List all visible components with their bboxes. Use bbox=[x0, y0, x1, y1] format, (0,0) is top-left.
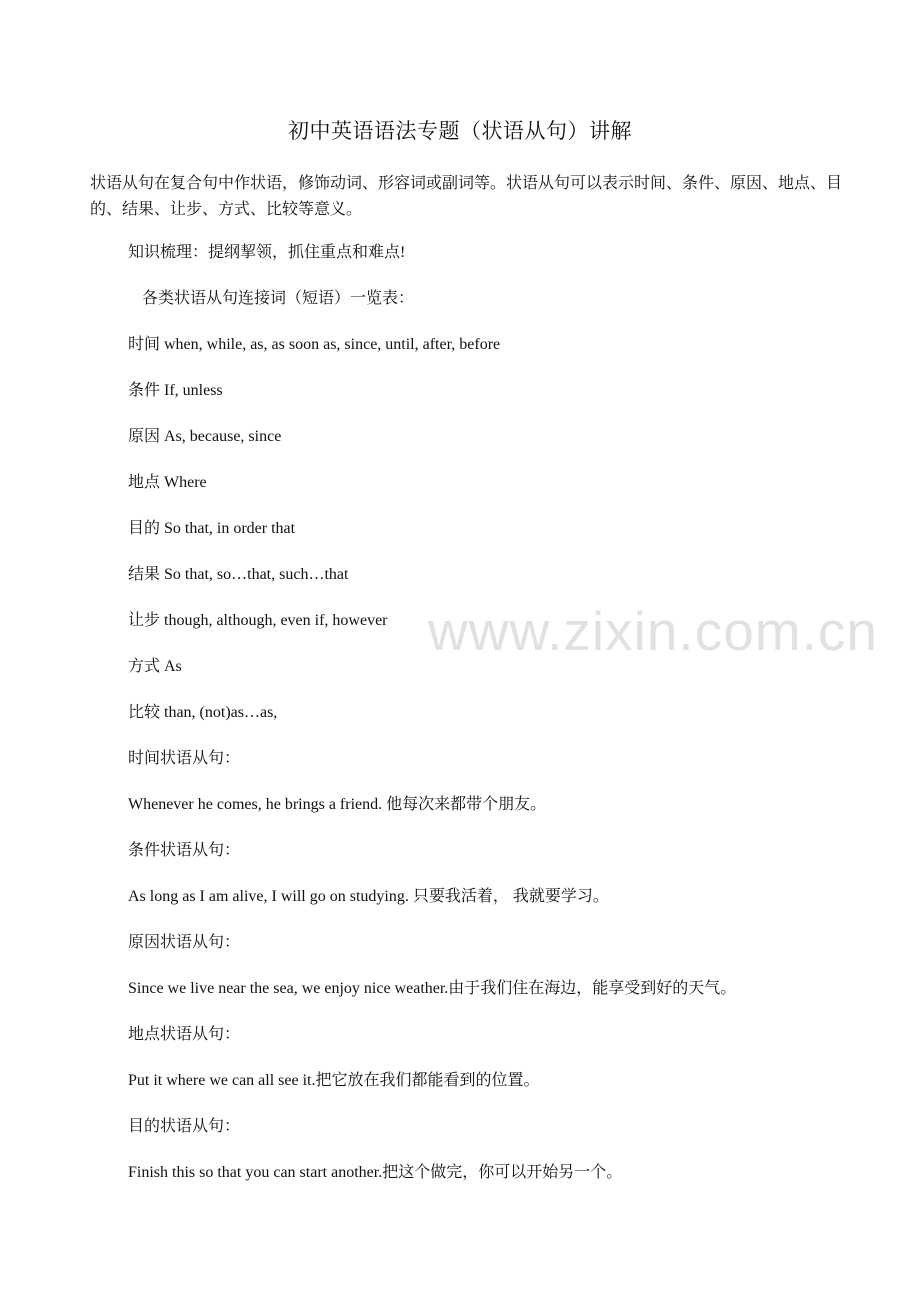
conjunction-condition: 条件 If, unless bbox=[128, 382, 223, 399]
example-reason: Since we live near the sea, we enjoy nice weather.由于我们住在海边，能享受到好的天气。 bbox=[128, 980, 737, 997]
section-heading-condition: 条件状语从句： bbox=[128, 842, 241, 859]
watermark: www.zixin.com.cn bbox=[428, 600, 878, 662]
example-purpose: Finish this so that you can start another.把这个做完，你可以开始另一个。 bbox=[128, 1164, 623, 1181]
section-heading-place: 地点状语从句： bbox=[128, 1026, 241, 1043]
conjunction-manner: 方式 As bbox=[128, 658, 182, 675]
summary-line: 知识梳理：提纲挈领，抓住重点和难点! bbox=[128, 244, 406, 261]
conjunction-result: 结果 So that, so…that, such…that bbox=[128, 566, 349, 583]
section-heading-reason: 原因状语从句： bbox=[128, 934, 241, 951]
conjunction-purpose: 目的 So that, in order that bbox=[128, 520, 296, 537]
conjunction-place: 地点 Where bbox=[128, 474, 207, 491]
conjunction-concession: 让步 though, although, even if, however bbox=[128, 612, 388, 629]
example-time: Whenever he comes, he brings a friend. 他每次来都带个朋友。 bbox=[128, 796, 547, 813]
conjunction-reason: 原因 As, because, since bbox=[128, 428, 282, 445]
conjunction-comparison: 比较 than, (not)as…as, bbox=[128, 704, 278, 721]
document-title: 初中英语语法专题（状语从句）讲解 bbox=[288, 119, 632, 143]
example-condition: As long as I am alive, I will go on studying. 只要我活着， 我就要学习。 bbox=[128, 888, 609, 905]
conjunction-time: 时间 when, while, as, as soon as, since, until, after, before bbox=[128, 336, 501, 353]
intro-paragraph: 状语从句在复合句中作状语，修饰动词、形容词或副词等。状语从句可以表示时间、条件、原因、地点、目的、结果、让步、方式、比较等意义。 bbox=[90, 175, 843, 218]
conjunction-table-heading: 各类状语从句连接词（短语）一览表： bbox=[142, 290, 415, 307]
section-heading-purpose: 目的状语从句： bbox=[128, 1118, 241, 1135]
section-heading-time: 时间状语从句： bbox=[128, 750, 241, 767]
example-place: Put it where we can all see it.把它放在我们都能看到的位置。 bbox=[128, 1072, 540, 1089]
